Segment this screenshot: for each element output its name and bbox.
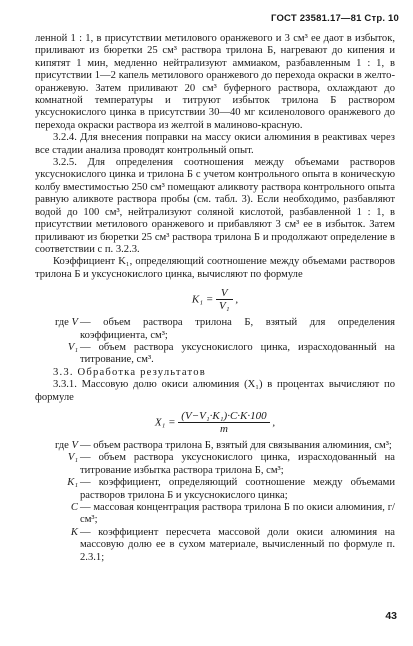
definition-item xyxy=(35,452,395,477)
definition-text: объем раствора трилона Б, взятый для связывания алюминия, см³; xyxy=(93,439,392,451)
formula-k1-lhs: K₁ = xyxy=(191,293,214,306)
definition-dash: — xyxy=(80,502,94,513)
formula-k1-fraction xyxy=(216,287,233,312)
definition-text: объем раствора трилона Б, взятый для определения коэффициента, см³; xyxy=(80,317,395,341)
definition-dash: — xyxy=(80,452,99,464)
paragraph-3-2-5: 3.2.5. Для определения соотношения между объемами растворов уксуснокислого цинка и трилона Б с учетом контрольного опыта в коническую колбу вместимостью 250 см³ помещают аликвоту раствора контрольного опыта равную аликвоте раствора пробы (см. табл. 3). Если необходимо, разбавляют водой до 100 см³, нейтрализуют соляной кислотой, разбавленной 1 : 1, в присутствии метилового оранжевого и прибавляют 3 см³ ее в избыток. Затем приливают из бюретки 25 см³ раствора трилона Б и продолжают определение в соответствии с п. 3.2.3. xyxy=(35,157,395,255)
definition-symbol: V xyxy=(71,439,78,451)
paragraph-continuation: ленной 1 : 1, в присутствии метилового оранжевого и 3 см³ ее даот в избыток, приливают из бюретки 25 см³ раствора трилона Б, нагревают до кипения и кипятят 1 мин, медленно нейтрализуют аммиаком, разбавленным 1 : 1, в присутствии 1—2 капель метилового оранжевого до перехода окраски в желто-оранжевую. Затем приливают 20 см³ буферного раствора, охлаждают до комнатной температуры и титруют избыток трилона Б раствором уксуснокислого цинка в присутствии 30—40 мг ксиленолового оранжевого до перехода окраски раствора из желтой в малиново-красную. xyxy=(35,33,395,131)
definition-symbol: K xyxy=(70,526,78,538)
formula-k1 xyxy=(35,287,395,312)
formula-x1-fraction xyxy=(178,410,269,435)
formula-x1-tail: , xyxy=(272,416,276,429)
definition-text: объем раствора уксуснокислого цинка, израсходованный на титрование, см³. xyxy=(80,341,395,366)
definitions-x1 xyxy=(35,440,395,564)
paragraph-coefficient: Коэффициент K₁, определяющий соотношение между объемами растворов трилона Б и уксуснокислого цинка, вычисляют по формуле xyxy=(35,256,395,280)
paragraph-3-2-4: 3.2.4. Для внесения поправки на массу окиси алюминия в реактивах через все стадии анализа проводят контрольный опыт. xyxy=(35,132,395,156)
formula-k1-tail: , xyxy=(235,293,239,306)
definition-item xyxy=(35,477,395,502)
definition-item xyxy=(35,527,395,564)
definition-text: коэффициент пересчета массовой доли окиси алюминия на массовую долю ее в сухом материале, вычисленный по формуле п. 2.3.1; xyxy=(80,526,395,563)
definition-symbol: V₁ xyxy=(67,452,78,464)
definition-text: коэффициент, определяющий соотношение между объемами растворов трилона Б и уксуснокислого цинка; xyxy=(80,477,395,501)
definitions-k1 xyxy=(35,317,395,367)
definition-item xyxy=(35,502,395,527)
formula-x1-denominator: m xyxy=(220,422,228,435)
definition-dash: — xyxy=(80,341,99,353)
definition-item xyxy=(35,342,395,367)
formula-x1-lhs: X₁ = xyxy=(154,416,176,429)
definition-dash: — xyxy=(80,526,99,538)
definition-symbol: V xyxy=(71,317,78,329)
definition-dash: — xyxy=(80,317,104,329)
definition-text: объем раствора уксуснокислого цинка, израсходованный на титрование избытка раствора трилона Б, см³; xyxy=(80,452,395,476)
definition-symbol: C xyxy=(70,502,78,513)
definition-prefix: где xyxy=(54,439,72,451)
definition-item xyxy=(35,440,395,452)
definition-dash: — xyxy=(80,439,94,451)
definition-dash: — xyxy=(80,477,99,489)
paragraph-3-3-1: 3.3.1. Массовую долю окиси алюминия (X₁) в процентах вычисляют по формуле xyxy=(35,379,395,403)
page-number: 43 xyxy=(385,610,397,622)
body-text xyxy=(35,33,395,564)
section-title: 3.3. Обработка результатов xyxy=(53,366,206,378)
definition-item xyxy=(35,317,395,342)
page-header: ГОСТ 23581.17—81 Стр. 10 xyxy=(270,13,399,24)
definition-text: массовая концентрация раствора трилона Б по окиси алюминия, г/см³; xyxy=(80,502,396,526)
formula-k1-denominator: V₁ xyxy=(219,300,230,313)
formula-k1-numerator: V xyxy=(216,287,233,300)
formula-x1 xyxy=(35,410,395,435)
definition-prefix: где xyxy=(54,317,72,329)
definition-symbol: V₁ xyxy=(67,341,78,353)
formula-x1-numerator: (V−V₁·K₁)·C·K·100 xyxy=(178,410,269,423)
definition-symbol: K₁ xyxy=(67,477,78,489)
